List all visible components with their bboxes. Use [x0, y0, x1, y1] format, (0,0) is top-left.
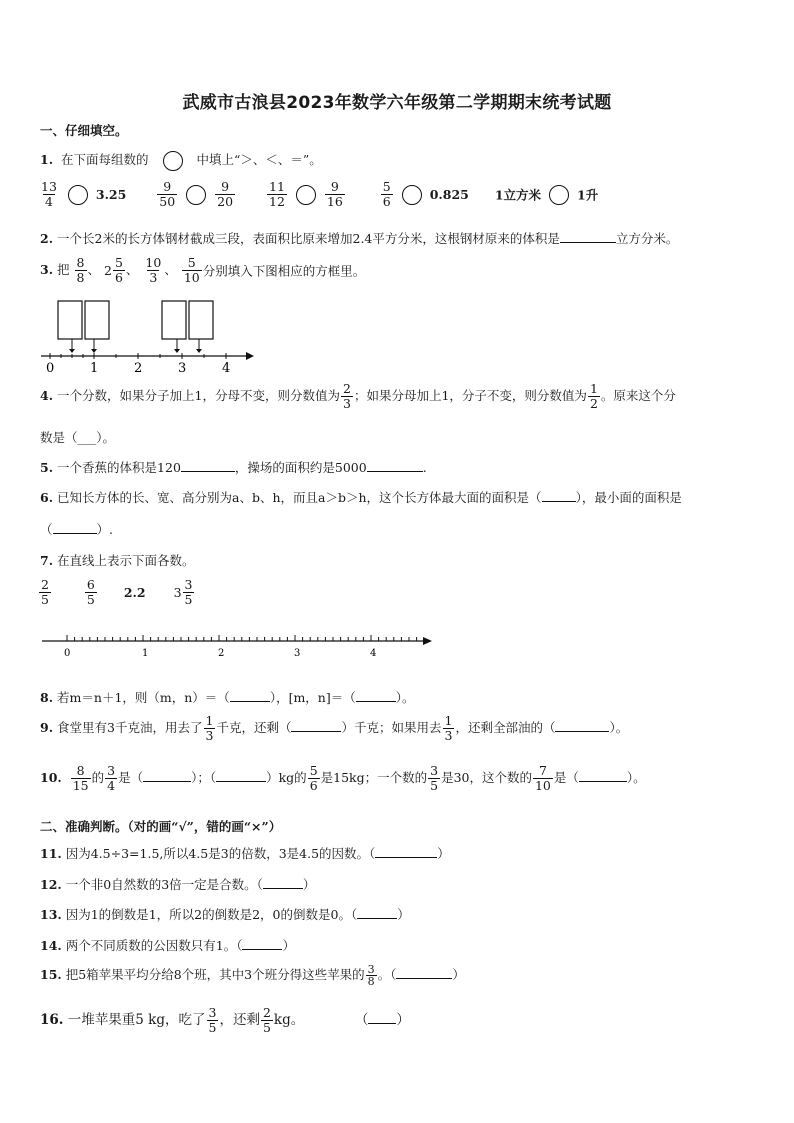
svg-text:0: 0 — [64, 648, 71, 659]
answer-blank[interactable] — [53, 521, 97, 534]
svg-text:4: 4 — [222, 361, 231, 376]
answer-blank[interactable] — [230, 689, 270, 702]
fraction: $\frac{9}{50}$ — [159, 179, 176, 209]
question-5: 5. 一个香蕉的体积是120 ，操场的面积约是5000 . — [40, 460, 427, 475]
question-8: 8. 若m＝n＋1，则（m，n）＝（ ），[m，n]＝（ ）。 — [40, 690, 415, 705]
fraction: $\frac{10}{3}$ — [145, 255, 162, 285]
axis-arrow-icon — [246, 352, 254, 360]
arrow-down-icon — [69, 349, 75, 353]
axis-arrow-icon — [423, 637, 432, 645]
question-16: 16. 一堆苹果重5 kg，吃了 $\frac{3}{5}$ ，还剩 $\frac{2}{5}$ kg。 （ ） — [40, 1005, 410, 1035]
question-1: 1. 在下面每组数的 中填上“＞、＜、＝”。 — [40, 150, 322, 171]
answer-box-1 — [58, 301, 82, 339]
answer-blank[interactable] — [579, 769, 627, 782]
fraction: $\frac{3}{4}$ — [107, 763, 116, 793]
svg-text:2: 2 — [134, 361, 143, 376]
fraction: $\frac{2}{5}$ — [41, 577, 49, 607]
answer-blank[interactable] — [542, 489, 576, 502]
circle-placeholder-icon — [163, 151, 183, 171]
answer-blank[interactable] — [396, 966, 452, 979]
fraction: $\frac{3}{5}$ — [430, 763, 439, 793]
fraction: $\frac{5}{6}$ — [309, 763, 318, 793]
arrow-down-icon — [91, 349, 97, 353]
fraction: $\frac{1}{2}$ — [589, 381, 598, 411]
fraction: $\frac{7}{10}$ — [534, 763, 551, 793]
fraction: $\frac{1}{3}$ — [205, 713, 214, 743]
question-4: 4. 一个分数，如果分子加上1，分母不变，则分数值为 $\frac{2}{3}$ ；如果分母加上1，分子不变，则分数值为 $\frac{1}{2}$ 。原来这个分 — [40, 381, 676, 411]
answer-blank[interactable] — [242, 937, 282, 950]
fraction: $\frac{5}{10}$ — [183, 255, 200, 285]
question-10: 10. $\frac{8}{15}$ 的 $\frac{3}{4}$ 是（ ）；（ ）kg的 $\frac{5}{6}$ 是15kg；一个数的 $\frac{3}{5}$ 是30，这个数的 $\frac{7}{10}$ 是（ ）。 — [40, 763, 646, 793]
fraction: $\frac{13}{4}$ — [41, 179, 57, 209]
answer-blank[interactable] — [181, 459, 235, 472]
compare-circle-2[interactable] — [186, 185, 206, 205]
question-2: 2. 一个长2米的长方体钢材截成三段，表面积比原来增加2.4平方分米，这根钢材原来的体积是 立方分米。 — [40, 231, 679, 246]
fraction: $\frac{9}{16}$ — [326, 179, 343, 209]
answer-blank[interactable] — [375, 845, 437, 858]
fraction: $\frac{6}{5}$ — [86, 577, 95, 607]
section-1-heading: 一、仔细填空。 — [40, 123, 128, 138]
svg-text:3: 3 — [294, 648, 301, 659]
answer-blank[interactable] — [291, 719, 341, 732]
answer-blank[interactable] — [555, 719, 609, 732]
fraction: $\frac{3}{5}$ — [184, 577, 193, 607]
fraction: $\frac{2}{5}$ — [262, 1005, 271, 1035]
question-1-items: $\frac{13}{4}$ 3.25 $\frac{9}{50}$ $\frac{9}{20}$ $\frac{11}{12}$ $\frac{9}{16}$ $\frac{5}{6}$ 0.825 1立方米 1升 — [41, 179, 599, 209]
arrow-down-icon — [196, 349, 202, 353]
question-6-line-2: （ ）. — [40, 522, 113, 537]
question-15: 15. 把5箱苹果平均分给8个班，其中3个班分得这些苹果的 $\frac{3}{8}$ 。（ ） — [40, 963, 465, 988]
svg-text:0: 0 — [46, 361, 55, 376]
compare-circle-5[interactable] — [549, 185, 569, 205]
answer-box-2 — [85, 301, 109, 339]
answer-box-3 — [162, 301, 186, 339]
section-2-heading: 二、准确判断。（对的画“√”，错的画“×”） — [40, 819, 282, 834]
arrow-down-icon — [174, 349, 180, 353]
answer-blank[interactable] — [368, 1011, 396, 1024]
number-line-q3 — [36, 296, 256, 376]
compare-circle-1[interactable] — [68, 185, 88, 205]
page-title: 武威市古浪县2023年数学六年级第二学期期末统考试题 — [182, 93, 612, 113]
fraction: $\frac{1}{3}$ — [444, 713, 453, 743]
compare-circle-3[interactable] — [296, 185, 316, 205]
svg-text:1: 1 — [90, 361, 99, 376]
question-9: 9. 食堂里有3千克油，用去了 $\frac{1}{3}$ 千克，还剩（ ）千克；如果用去 $\frac{1}{3}$ ，还剩全部油的（ ）。 — [40, 713, 629, 743]
fraction: $\frac{11}{12}$ — [269, 179, 285, 209]
question-14: 14. 两个不同质数的公因数只有1。（ ） — [40, 938, 295, 953]
answer-box-4 — [189, 301, 213, 339]
question-13: 13. 因为1的倒数是1，所以2的倒数是2，0的倒数是0。（ ） — [40, 907, 410, 922]
number-line-q7 — [38, 630, 438, 660]
fraction: $\frac{8}{15}$ — [72, 763, 89, 793]
fraction: $\frac{9}{20}$ — [217, 179, 234, 209]
compare-circle-4[interactable] — [402, 185, 422, 205]
answer-blank[interactable] — [560, 230, 616, 243]
fraction: $\frac{5}{6}$ — [114, 255, 123, 285]
answer-blank[interactable] — [216, 769, 266, 782]
fraction: $\frac{2}{3}$ — [343, 381, 351, 411]
question-7: 7. 在直线上表示下面各数。 — [40, 553, 195, 568]
answer-blank[interactable] — [143, 769, 191, 782]
answer-blank[interactable] — [263, 876, 303, 889]
question-4-line-2: 数是（___）。 — [40, 430, 116, 445]
svg-text:4: 4 — [370, 648, 377, 659]
fraction: $\frac{3}{8}$ — [367, 963, 375, 988]
answer-blank[interactable] — [357, 906, 397, 919]
fraction: $\frac{8}{8}$ — [76, 255, 85, 285]
question-7-numbers: $\frac{2}{5}$ $\frac{6}{5}$ 2.2 3 $\frac{3}{5}$ — [41, 577, 193, 607]
answer-blank[interactable] — [356, 689, 396, 702]
answer-blank[interactable] — [367, 459, 423, 472]
svg-text:1: 1 — [142, 648, 149, 659]
fraction: $\frac{3}{5}$ — [208, 1005, 217, 1035]
question-6: 6. 已知长方体的长、宽、高分别为a、b、h，而且a＞b＞h，这个长方体最大面的面积是（ ），最小面的面积是 — [40, 490, 682, 505]
question-3: 3. 把 $\frac{8}{8}$ 、 2 $\frac{5}{6}$ 、 $\frac{10}{3}$ 、 $\frac{5}{10}$ 分别填入下图相应的方框里。 — [40, 255, 366, 285]
fraction: $\frac{5}{6}$ — [382, 179, 391, 209]
question-12: 12. 一个非0自然数的3倍一定是合数。（ ） — [40, 877, 316, 892]
svg-text:3: 3 — [178, 361, 187, 376]
question-11: 11. 因为4.5÷3=1.5,所以4.5是3的倍数，3是4.5的因数。（ ） — [40, 846, 450, 861]
svg-text:2: 2 — [218, 648, 225, 659]
